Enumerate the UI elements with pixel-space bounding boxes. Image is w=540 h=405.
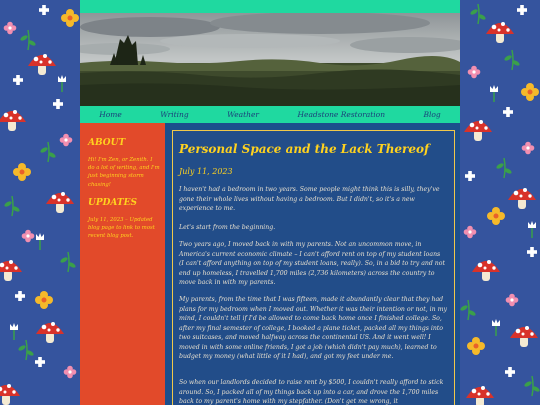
post-paragraph: Let's start from the beginning.	[179, 224, 276, 231]
blog-post	[172, 130, 455, 405]
nav-link-home[interactable]: Home	[99, 110, 122, 119]
main-nav	[80, 106, 460, 123]
post-title: Personal Space and the Lack Thereof	[179, 142, 430, 156]
nav-link-weather[interactable]: Weather	[227, 110, 260, 119]
about-heading: ABOUT	[88, 138, 126, 148]
post-paragraph: My parents, from the time that I was fifteen, made it abundantly clear that they had plans for my bedroom when I moved out. Whether it was their intention or not, in my mind, I couldn't tell if I'd be allowed to come back home once I finished college. So, after my final semester of college, I booked a plane ticket, packed all my things into two suitcases, and moved halfway across the continental US. And it went well! I moved in with some online friends, I got a job (which didn't pay much), learned to budget my money (what little of it I had), and got my feet under me.	[179, 296, 447, 360]
about-text: Hi! I'm Zen, or Zenith. I do a lot of writing, and I'm just beginning storm chasing!	[88, 157, 160, 188]
updates-heading: UPDATES	[88, 198, 137, 208]
nav-link-blog[interactable]: Blog	[423, 110, 441, 119]
site-container	[80, 0, 460, 405]
banner-top-strip	[80, 0, 460, 13]
nav-link-headstone-restoration[interactable]: Headstone Restoration	[297, 110, 386, 119]
nav-link-writing[interactable]: Writing	[160, 110, 189, 119]
post-paragraph: So when our landlords decided to raise rent by $500, I couldn't really afford to stick around. So, I packed all of my things back up into a car, and drove the 1,700 miles back to my parent's home with my stepfather. (Don't get me wrong, it	[179, 379, 444, 405]
updates-text: July 11, 2023 – Updated blog page to link to most recent blog post.	[88, 217, 155, 240]
sidebar	[80, 123, 165, 405]
post-paragraph: Two years ago, I moved back in with my parents. Not an uncommon move, in America's current economic climate – I can't afford rent on top of my student loans (I can't afford anything on top of my student loans, really). So, in a bid to try and not end up homeless, I travelled 1,700 miles (2,736 kilometers) across the country to move back in with my parents.	[179, 241, 446, 286]
post-paragraph: I haven't had a bedroom in two years. Some people might think this is silly, they've gone their whole lives without having a bedroom. But I didn't, so it's a new experience to me.	[179, 186, 440, 212]
header-banner-image	[80, 13, 460, 106]
post-date: July 11, 2023	[179, 167, 233, 176]
